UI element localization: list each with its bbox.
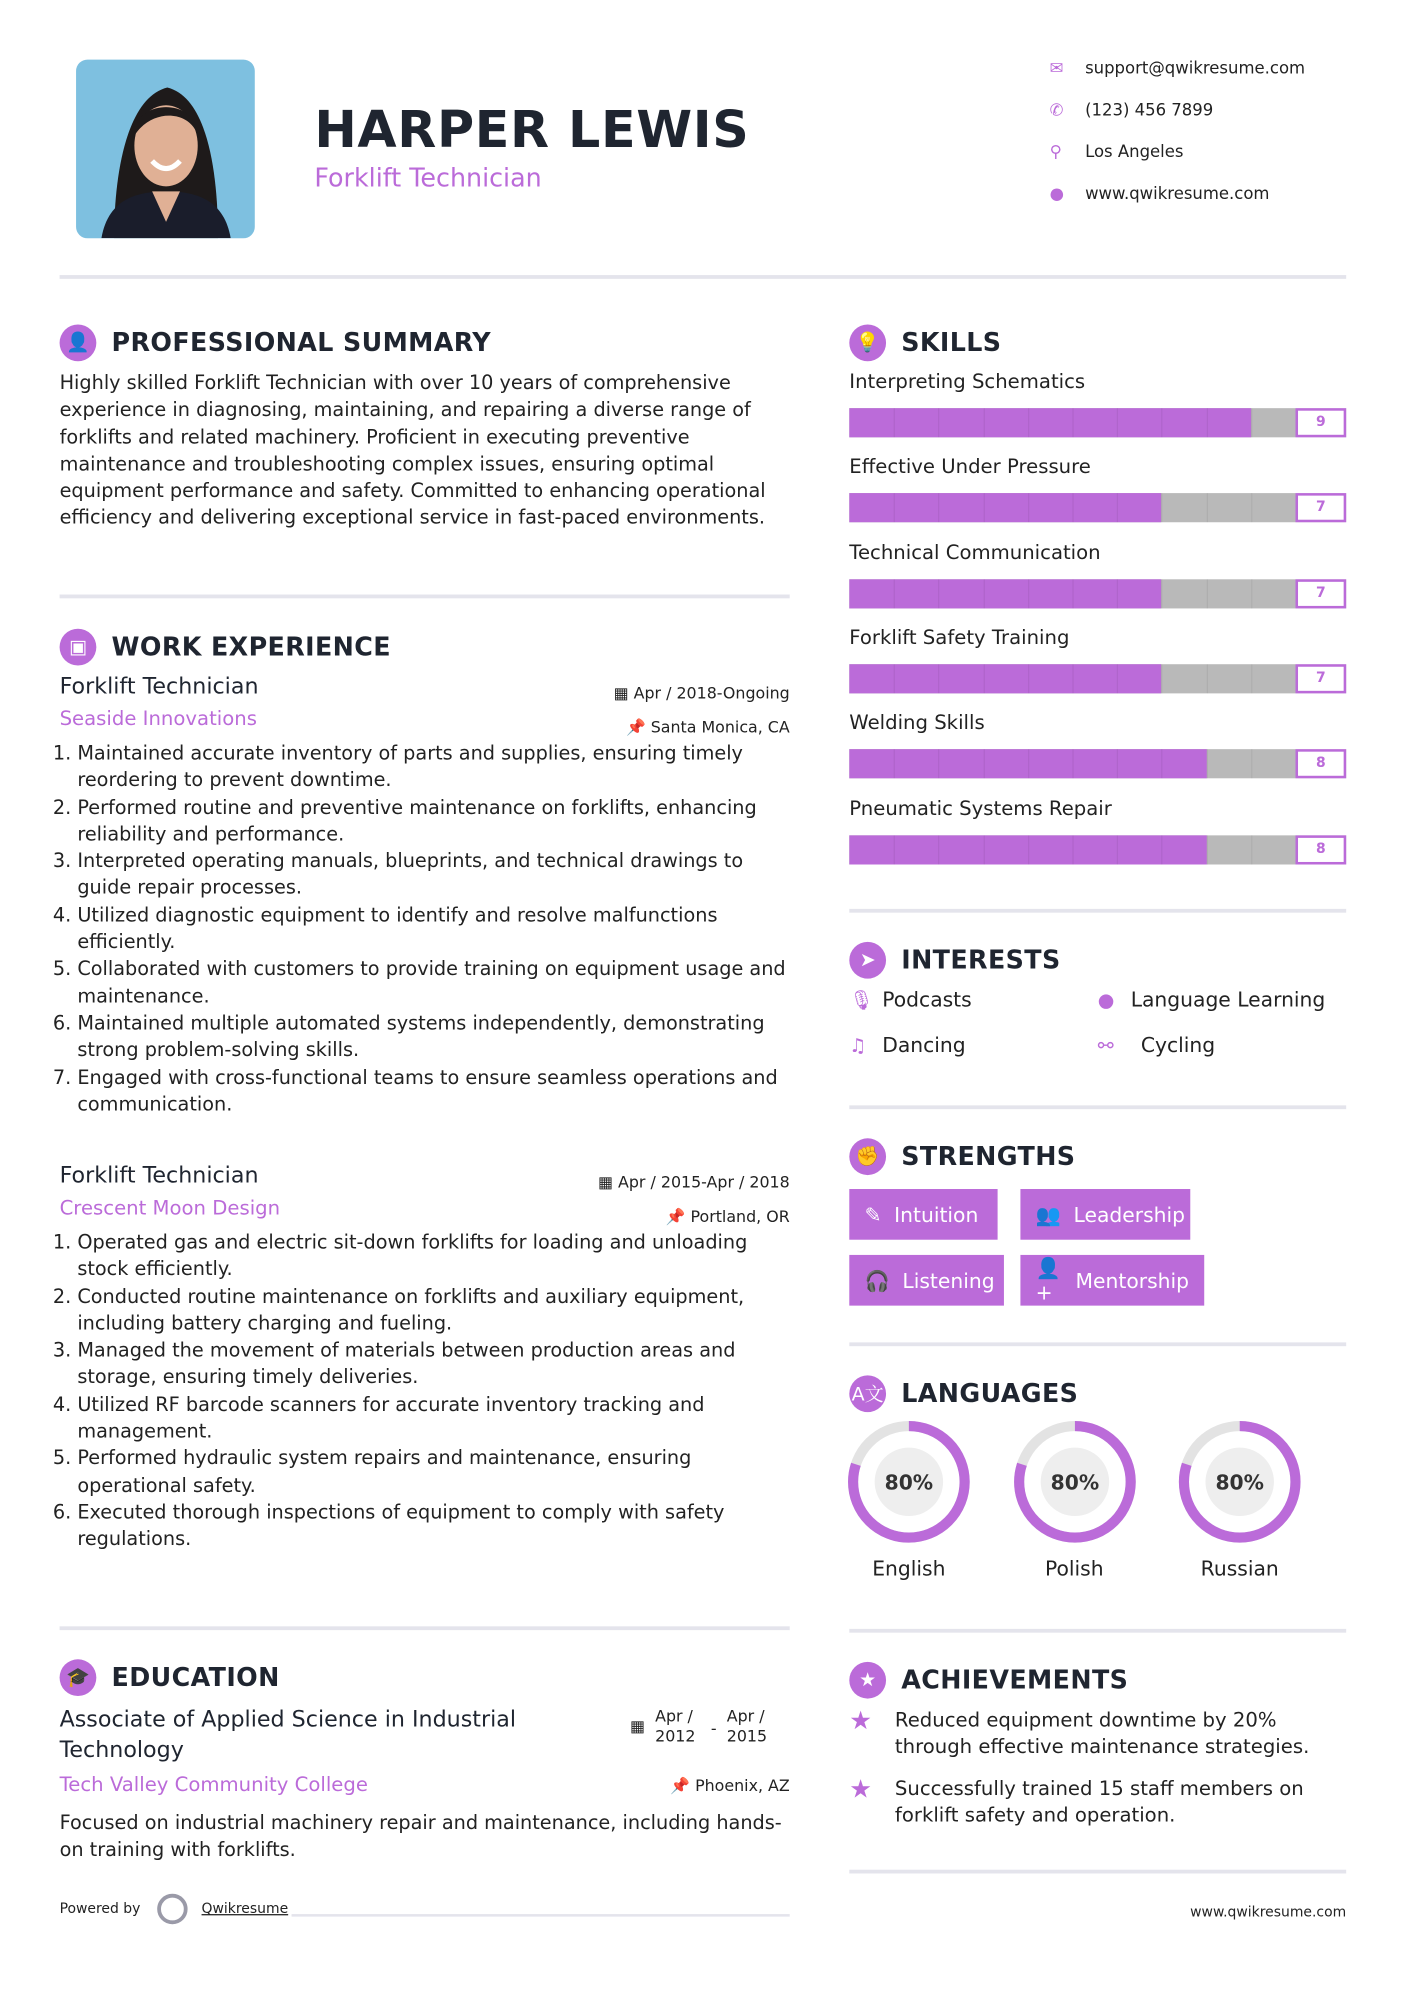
skill-bar — [849, 749, 1346, 778]
divider — [849, 1105, 1346, 1109]
contact-website[interactable] — [1050, 181, 1270, 206]
skill-bar-segment — [939, 579, 940, 608]
music-icon: ♫ — [849, 1033, 867, 1057]
heading-text: SKILLS — [901, 327, 1002, 358]
job-role: Forklift Technician — [59, 1163, 259, 1190]
pin-icon: 📌 — [665, 1206, 691, 1226]
divider — [849, 909, 1346, 913]
footer-website[interactable]: www.qwikresume.com — [1190, 1903, 1347, 1921]
skill-bar-segment — [1117, 835, 1118, 864]
skill-score: 7 — [1295, 664, 1346, 693]
education-dates — [630, 1706, 772, 1747]
list-item: 3. Managed the movement of materials between production areas and storage, ensuring timely deliveries. — [77, 1338, 789, 1392]
section-heading-interests — [849, 941, 1060, 979]
graduate-icon: 🎓 — [60, 1659, 97, 1696]
skill-bar — [849, 408, 1346, 437]
profile-photo — [76, 60, 255, 239]
strength-label: Intuition — [894, 1202, 979, 1227]
skill-bar-segment — [1162, 408, 1163, 437]
skill-label: Forklift Safety Training — [849, 626, 1070, 649]
calendar-icon: ▦ — [629, 1716, 645, 1736]
paper-plane-icon: ➤ — [849, 941, 886, 978]
job-company: Crescent Moon Design — [59, 1196, 281, 1220]
job-location — [666, 1207, 790, 1227]
list-item: 6. Maintained multiple automated systems independently, demonstrating strong problem-solving skills. — [77, 1010, 789, 1064]
achievement-item — [849, 1773, 1346, 1830]
skill-score: 9 — [1295, 408, 1346, 437]
skill-bar-segment — [1251, 408, 1252, 437]
skill-bar-segment — [1072, 749, 1073, 778]
skill-bar-segment — [1162, 493, 1163, 522]
divider — [60, 1626, 790, 1630]
start-date: Apr / 2012 — [655, 1706, 696, 1746]
interest-item — [1098, 1033, 1215, 1057]
section-heading-strengths — [849, 1137, 1075, 1175]
section-heading-work — [60, 627, 391, 665]
skill-bar-fill — [849, 493, 1161, 522]
section-heading-education — [60, 1658, 280, 1696]
date-text: Apr / 2018-Ongoing — [633, 683, 790, 703]
candidate-name: HARPER LEWIS — [314, 101, 750, 160]
skill-bar-segment — [983, 579, 984, 608]
skill-bar-segment — [1117, 749, 1118, 778]
skill-bar-segment — [1117, 408, 1118, 437]
skill-bar-segment — [1072, 493, 1073, 522]
heading-text: ACHIEVEMENTS — [901, 1664, 1129, 1695]
skill-bar-segment — [1206, 493, 1207, 522]
language-name: Russian — [1200, 1556, 1279, 1581]
user-icon: 👤 — [60, 324, 97, 361]
summary-text: Highly skilled Forklift Technician with over 10 years of comprehensive experience in diagnosing, maintaining, and repairing a diverse range of forklifts and related machinery. Proficient in executing preventive maintenance and troubleshooting complex issues, ensuring optimal equipment performance and safety. Committed to enhancing operational efficiency and delivering exceptional service in fast-paced environments. — [59, 371, 766, 530]
skill-bar-segment — [1162, 664, 1163, 693]
skill-bar-segment — [1028, 749, 1029, 778]
skill-bar-segment — [1206, 664, 1207, 693]
job-location — [626, 717, 790, 737]
heading-text: EDUCATION — [111, 1661, 280, 1693]
pin-icon: 📌 — [625, 717, 651, 737]
strength-chip — [849, 1189, 997, 1240]
section-heading-summary — [60, 323, 491, 361]
language-name: Polish — [1044, 1556, 1104, 1581]
date-text: Apr / 2015-Apr / 2018 — [618, 1172, 790, 1192]
skill-bar — [849, 579, 1346, 608]
star-icon: ★ — [849, 1704, 873, 1736]
phone-icon: ✆ — [1049, 100, 1064, 120]
job-duties — [60, 1230, 790, 1554]
skill-bar-segment — [1072, 835, 1073, 864]
strength-label: Mentorship — [1075, 1268, 1190, 1293]
skill-bar-segment — [983, 664, 984, 693]
skill-bar-segment — [939, 664, 940, 693]
skill-bar-segment — [983, 493, 984, 522]
interest-item — [849, 1033, 965, 1057]
bicycle-icon: ⚯ — [1097, 1033, 1114, 1057]
skill-label: Welding Skills — [849, 711, 985, 735]
skill-bar-segment — [1117, 579, 1118, 608]
heading-text: STRENGTHS — [901, 1140, 1076, 1172]
location-text: Santa Monica, CA — [650, 717, 790, 737]
education-location — [670, 1776, 789, 1796]
skill-bar-segment — [1251, 579, 1252, 608]
list-item: 2. Conducted routine maintenance on forklifts and auxiliary equipment, including battery charging and fueling. — [77, 1284, 789, 1338]
list-item: 5. Performed hydraulic system repairs and maintenance, ensuring operational safety. — [77, 1446, 789, 1500]
divider — [60, 595, 790, 599]
candidate-title: Forklift Technician — [314, 162, 542, 193]
skill-bar-segment — [1028, 664, 1029, 693]
language-percent: 80% — [884, 1470, 934, 1495]
skill-score: 8 — [1295, 749, 1346, 778]
chair-icon: ▣ — [60, 628, 97, 665]
skill-bar-segment — [894, 749, 895, 778]
language-card-icon: A文 — [849, 1375, 886, 1412]
skill-bar-fill — [849, 579, 1161, 608]
skill-bar-segment — [1251, 749, 1252, 778]
skill-bar-segment — [1028, 579, 1029, 608]
strength-chip — [849, 1255, 1004, 1306]
section-heading-achievements — [849, 1661, 1128, 1699]
skill-bar-segment — [894, 664, 895, 693]
skill-bar-segment — [1028, 408, 1029, 437]
magic-wand-icon: ✎ — [864, 1202, 882, 1227]
interest-label: Language Learning — [1130, 987, 1326, 1012]
skill-bar — [849, 664, 1346, 693]
list-item: 3. Interpreted operating manuals, blueprints, and technical drawings to guide repair processes. — [77, 848, 789, 902]
divider — [292, 1914, 790, 1917]
skill-bar-fill — [849, 664, 1161, 693]
skill-bar-segment — [894, 579, 895, 608]
skill-bar-segment — [1028, 493, 1029, 522]
skill-bar-segment — [1072, 664, 1073, 693]
skill-bar-segment — [1162, 835, 1163, 864]
globe-icon: ● — [1049, 184, 1064, 204]
interest-item — [1098, 987, 1326, 1011]
location-text: Phoenix, AZ — [695, 1775, 790, 1795]
skill-bar-segment — [1028, 835, 1029, 864]
heading-text: INTERESTS — [901, 944, 1061, 975]
skill-bar-segment — [1117, 493, 1118, 522]
skill-bar-segment — [1162, 749, 1163, 778]
job-entry — [60, 1164, 790, 1554]
list-item: 4. Utilized RF barcode scanners for accurate inventory tracking and management. — [77, 1392, 789, 1446]
heading-text: PROFESSIONAL SUMMARY — [111, 327, 492, 358]
skill-bar-segment — [939, 493, 940, 522]
skill-score: 8 — [1295, 835, 1346, 864]
contact-email[interactable] — [1050, 56, 1306, 81]
achievement-text: Successfully trained 15 staff members on forklift safety and operation. — [894, 1777, 1304, 1827]
end-date: Apr / 2015 — [726, 1706, 768, 1746]
skill-bar-segment — [1251, 664, 1252, 693]
skill-bar — [849, 835, 1346, 864]
skill-bar-segment — [1206, 408, 1207, 437]
date-separator: - — [710, 1718, 717, 1738]
skill-bar-segment — [1072, 579, 1073, 608]
skill-bar-segment — [1117, 664, 1118, 693]
achievement-item — [849, 1704, 1346, 1761]
language-percent: 80% — [1215, 1470, 1264, 1495]
language-name: English — [872, 1556, 946, 1581]
heading-text: LANGUAGES — [901, 1377, 1079, 1409]
divider — [849, 1342, 1346, 1346]
skill-bar-segment — [939, 835, 940, 864]
skill-label: Technical Communication — [849, 540, 1101, 564]
user-plus-icon: 👤+ — [1035, 1256, 1061, 1305]
divider — [60, 275, 1347, 279]
list-item: 5. Collaborated with customers to provide training on equipment usage and maintenance. — [77, 956, 789, 1010]
pin-icon: 📌 — [670, 1775, 696, 1795]
contact-text: support@qwikresume.com — [1085, 58, 1306, 78]
list-item: 1. Maintained accurate inventory of parts and supplies, ensuring timely reordering to prevent downtime. — [77, 740, 789, 794]
fist-icon: ✊ — [849, 1138, 886, 1175]
skill-bar-fill — [849, 408, 1251, 437]
skill-bar-segment — [1162, 579, 1163, 608]
interest-item — [849, 987, 971, 1011]
skill-bar-segment — [894, 835, 895, 864]
job-date — [614, 683, 790, 702]
skill-score: 7 — [1295, 579, 1346, 608]
skill-bar-segment — [1072, 408, 1073, 437]
school: Tech Valley Community College — [59, 1773, 368, 1797]
education-text: Focused on industrial machinery repair and maintenance, including hands-on training with forklifts. — [59, 1811, 782, 1862]
skill-bar-segment — [1251, 835, 1252, 864]
section-heading-languages — [849, 1374, 1078, 1412]
contact-text: www.qwikresume.com — [1085, 184, 1270, 204]
map-pin-icon: ⚲ — [1049, 142, 1062, 162]
skill-bar-segment — [983, 749, 984, 778]
language-donut — [1178, 1420, 1302, 1544]
star-icon: ★ — [849, 1773, 873, 1804]
calendar-icon: ▦ — [613, 683, 634, 703]
list-item: 4. Utilized diagnostic equipment to identify and resolve malfunctions efficiently. — [77, 902, 789, 956]
skill-bar-segment — [939, 749, 940, 778]
skill-score: 7 — [1295, 493, 1346, 522]
location-text: Portland, OR — [690, 1206, 790, 1226]
strength-label: Listening — [902, 1268, 995, 1293]
headphones-icon: 🎧 — [864, 1268, 890, 1293]
contact-text: Los Angeles — [1085, 142, 1184, 162]
divider — [849, 1870, 1346, 1874]
microphone-icon: 🎙 — [849, 988, 874, 1011]
list-item: 1. Operated gas and electric sit-down forklifts for loading and unloading stock efficiently. — [77, 1230, 789, 1284]
powered-by-label: Powered by — [59, 1900, 141, 1917]
language-donut — [847, 1420, 971, 1544]
skill-bar-segment — [1206, 579, 1207, 608]
skill-label: Interpreting Schematics — [849, 370, 1086, 393]
section-heading-skills — [849, 323, 1001, 361]
achievement-text: Reduced equipment downtime by 20% through effective maintenance strategies. — [894, 1708, 1310, 1759]
qwikresume-logo-icon — [157, 1894, 187, 1924]
lightbulb-icon: 💡 — [849, 324, 886, 361]
contact-text: (123) 456 7899 — [1085, 100, 1214, 120]
star-badge-icon: ★ — [849, 1661, 886, 1698]
skill-bar-segment — [1206, 749, 1207, 778]
degree: Associate of Applied Science in Industrial Technology — [59, 1707, 517, 1764]
skill-label: Effective Under Pressure — [849, 455, 1091, 479]
heading-text: WORK EXPERIENCE — [111, 631, 391, 662]
envelope-icon: ✉ — [1049, 58, 1064, 78]
brand-link[interactable]: Qwikresume — [201, 1900, 289, 1917]
strength-chip — [1020, 1189, 1190, 1240]
interest-label: Cycling — [1140, 1033, 1216, 1058]
contact-phone — [1050, 98, 1214, 123]
list-item: 2. Performed routine and preventive maintenance on forklifts, enhancing reliability and performance. — [77, 794, 789, 848]
interest-label: Dancing — [882, 1033, 966, 1058]
language-percent: 80% — [1050, 1470, 1099, 1495]
skill-bar-segment — [894, 493, 895, 522]
divider — [849, 1629, 1346, 1633]
contact-location — [1050, 139, 1184, 164]
calendar-icon: ▦ — [598, 1172, 619, 1192]
strength-chip — [1020, 1255, 1204, 1306]
job-duties — [60, 740, 790, 1118]
strength-label: Leadership — [1073, 1202, 1186, 1227]
skill-bar — [849, 493, 1346, 522]
users-icon: 👥 — [1035, 1202, 1061, 1227]
job-company: Seaside Innovations — [59, 707, 257, 731]
language-donut — [1012, 1420, 1136, 1544]
job-role: Forklift Technician — [59, 674, 259, 700]
job-entry — [60, 674, 790, 1118]
skill-bar-segment — [894, 408, 895, 437]
skill-bar-segment — [939, 408, 940, 437]
skill-bar-segment — [1206, 835, 1207, 864]
globe-icon: ● — [1097, 988, 1115, 1011]
skill-bar-segment — [983, 408, 984, 437]
list-item: 6. Executed thorough inspections of equipment to comply with safety regulations. — [77, 1500, 789, 1554]
skill-label: Pneumatic Systems Repair — [849, 796, 1112, 820]
interest-label: Podcasts — [882, 987, 972, 1012]
list-item: 7. Engaged with cross-functional teams to ensure seamless operations and communication. — [77, 1064, 789, 1118]
skill-bar-segment — [983, 835, 984, 864]
job-date — [598, 1173, 790, 1192]
skill-bar-segment — [1251, 493, 1252, 522]
